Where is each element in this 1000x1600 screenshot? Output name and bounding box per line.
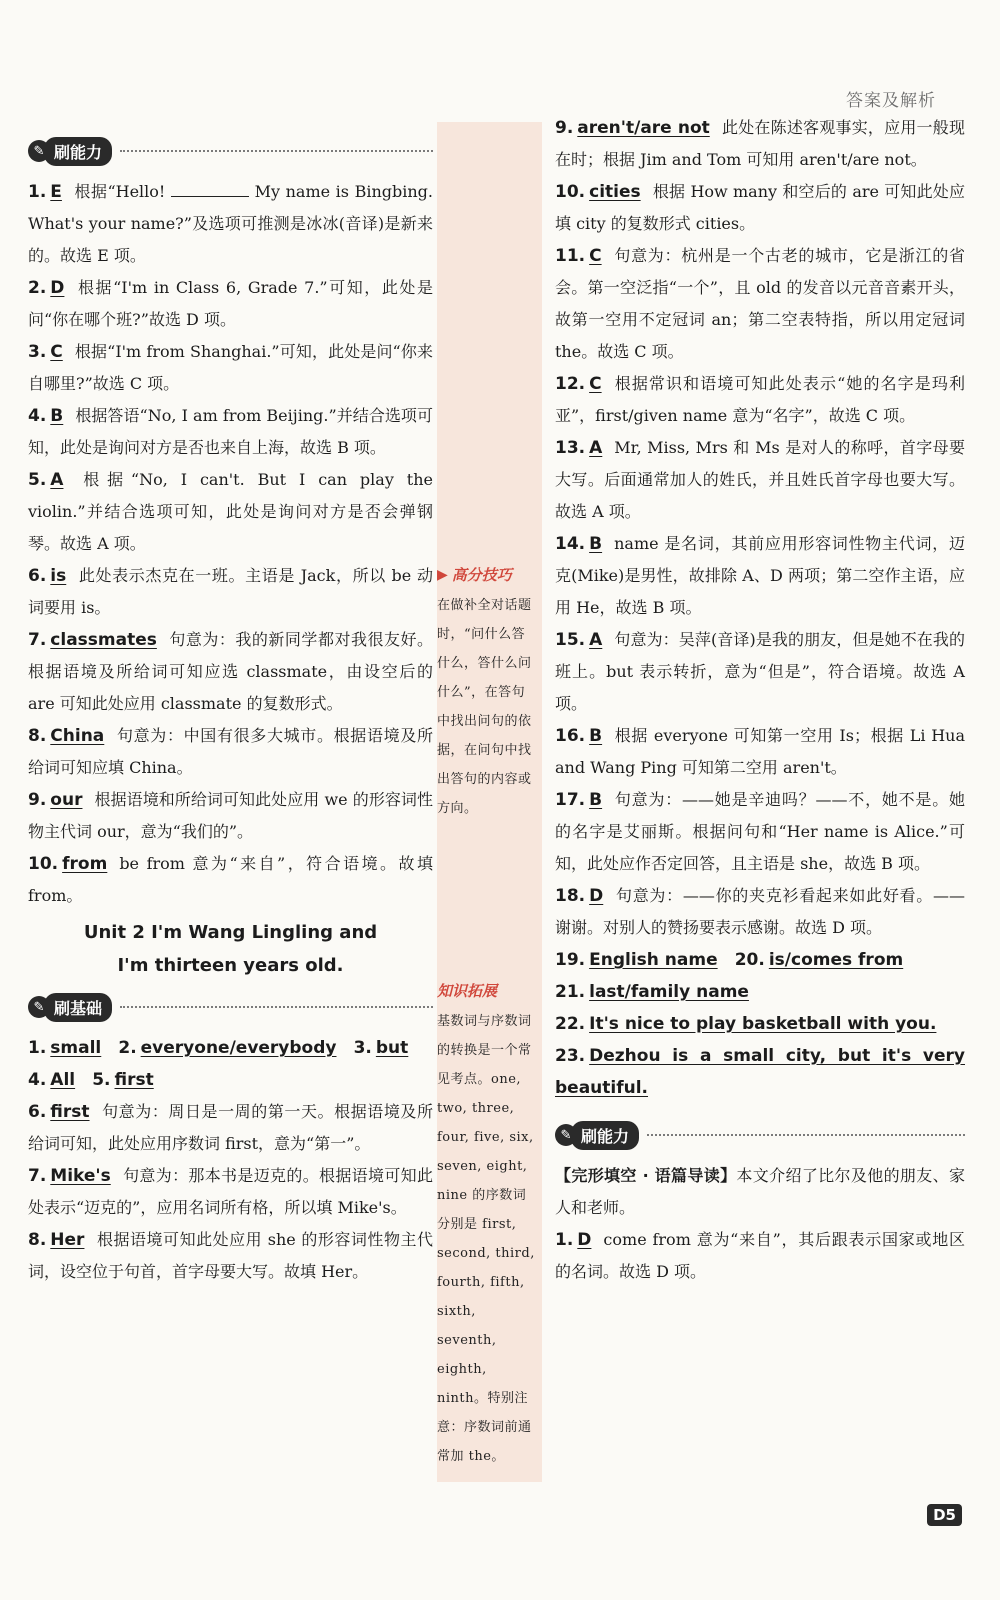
divider [120,150,433,152]
answer-item: 7. classmates 句意为：我的新同学都对我很友好。根据语境及所给词可知应选 classmate，由设空后的 are 可知此处应用 classmate 的复数形式。 [28,630,433,713]
answer-item: 10. from be from 意为“来自”，符合语境。故填 from。 [28,854,433,905]
divider [120,1006,433,1008]
tip-title: 知识拓展 [437,982,498,1000]
tip-block-score [437,564,537,823]
divider [647,1134,965,1136]
answer-blank [171,182,249,197]
answer-line: 23. Dezhou is a small city, but it's very beautiful. [555,1046,965,1098]
pencil-icon: ✎ [28,996,50,1018]
section-badge-ability [28,134,433,168]
answer-line: 21. last/family name [555,982,749,1002]
answer-item: 1. D come from 意为“来自”，其后跟表示国家或地区的名词。故选 D 项。 [555,1230,965,1281]
answer-item: 15. A 句意为：吴萍(音译)是我的朋友，但是她不在我的班上。but 表示转折，意为“但是”，符合语境。故选 A 项。 [555,630,965,713]
answer-item: 13. A Mr, Miss, Mrs 和 Ms 是对人的称呼，首字母要大写。后面通常加人的姓氏，并且姓氏首字母也要大写。故选 A 项。 [555,438,965,521]
answer-item: 18. D 句意为：——你的夹克衫看起来如此好看。——谢谢。对别人的赞扬要表示感谢。故选 D 项。 [555,886,965,937]
answer-line: 19. English name 20. is/comes from [555,950,904,970]
answer-line: 22. It's nice to play basketball with you. [555,1014,937,1034]
section-badge-basics [28,990,433,1024]
answer-item: 8. China 句意为：中国有很多大城市。根据语境及所给词可知应填 China。 [28,726,433,777]
pencil-icon: ✎ [555,1124,577,1146]
answer-item: 17. B 句意为：——她是辛迪吗？——不，她不是。她的名字是艾丽斯。根据问句和“Her name is Alice.”可知，此处应作否定回答，且主语是 she，故选 B 项。 [555,790,965,873]
answer-line: 4. All 5. first [28,1070,154,1090]
answer-line: 1. small 2. everyone/everybody 3. but [28,1038,409,1058]
answer-item: 3. C 根据“I'm from Shanghai.”可知，此处是问“你来自哪里?”故选 C 项。 [28,342,433,393]
answer-item: 12. C 根据常识和语境可知此处表示“她的名字是玛利亚”，first/given name 意为“名字”，故选 C 项。 [555,374,965,425]
pencil-icon: ✎ [28,140,50,162]
reading-intro: 【完形填空 · 语篇导读】本文介绍了比尔及他的朋友、家人和老师。 [555,1166,965,1217]
answer-item: 5. A 根据“No, I can't. But I can play the violin.”并结合选项可知，此处是询问对方是否会弹钢琴。故选 A 项。 [28,470,433,553]
section-label: 刷基础 [44,993,112,1022]
answer-item: 9. our 根据语境和所给词可知此处应用 we 的形容词性物主代词 our，意为“我们的”。 [28,790,433,841]
tip-body: 基数词与序数词的转换是一个常见考点。one, two, three, four, five, six, seven, eight, nine 的序数词分别是 first, second, third, fourth, fifth, sixth, seventh, eighth, ninth。特别注意：序数词前通常加 the。 [437,1014,535,1464]
tips-sidebar [437,122,542,1482]
tip-title: 高分技巧 [451,566,512,584]
answer-item: 2. D 根据“I'm in Class 6, Grade 7.”可知，此处是问“你在哪个班?”故选 D 项。 [28,278,433,329]
answer-item: 16. B 根据 everyone 可知第一空用 Is；根据 Li Hua and Wang Ping 可知第二空用 aren't。 [555,726,965,777]
answer-item: 7. Mike's 句意为：那本书是迈克的。根据语境可知此处表示“迈克的”，应用名词所有格，所以填 Mike's。 [28,1166,433,1217]
left-column [28,130,433,1288]
tip-body: 在做补全对话题时，“问什么答什么，答什么问什么”，在答句中找出问句的依据，在问句中找出答句的内容或方向。 [437,598,532,816]
right-column [555,112,965,1288]
section-label: 刷能力 [571,1121,639,1150]
page-number: D5 [927,1504,962,1526]
answer-item: 4. B 根据答语“No, I am from Beijing.”并结合选项可知，此处是询问对方是否也来自上海，故选 B 项。 [28,406,433,457]
header-title: 答案及解析 [846,91,936,111]
answer-item: 8. Her 根据语境可知此处应用 she 的形容词性物主代词，设空位于句首，首字母要大写。故填 Her。 [28,1230,433,1281]
answer-item: 6. first 句意为：周日是一周的第一天。根据语境及所给词可知，此处应用序数词 first，意为“第一”。 [28,1102,433,1153]
answer-item: 6. is 此处表示杰克在一班。主语是 Jack，所以 be 动词要用 is。 [28,566,433,617]
arrow-icon: ▶ [437,566,448,583]
tip-block-knowledge [437,980,539,1471]
unit-title: Unit 2 I'm Wang Lingling and I'm thirteen years old. [83,922,378,976]
section-label: 刷能力 [44,137,112,166]
answer-item: 10. cities 根据 How many 和空后的 are 可知此处应填 city 的复数形式 cities。 [555,182,965,233]
answer-item: 14. B name 是名词，其前应用形容词性物主代词，迈克(Mike)是男性，故排除 A、D 两项；第二空作主语，应用 He，故选 B 项。 [555,534,965,617]
answer-item: 9. aren't/are not 此处在陈述客观事实，应用一般现在时；根据 Jim and Tom 可知用 aren't/are not。 [555,118,965,169]
answer-item: 11. C 句意为：杭州是一个古老的城市，它是浙江的省会。第一空泛指“一个”，且 old 的发音以元音音素开头，故第一空用不定冠词 an；第二空表特指，所以用定冠词 the。故选 C 项。 [555,246,965,361]
answer-item: 1. E 根据“Hello! My name is Bingbing. What's your name?”及选项可推测是冰冰(音译)是新来的。故选 E 项。 [28,182,434,265]
section-badge-ability-2 [555,1118,965,1152]
